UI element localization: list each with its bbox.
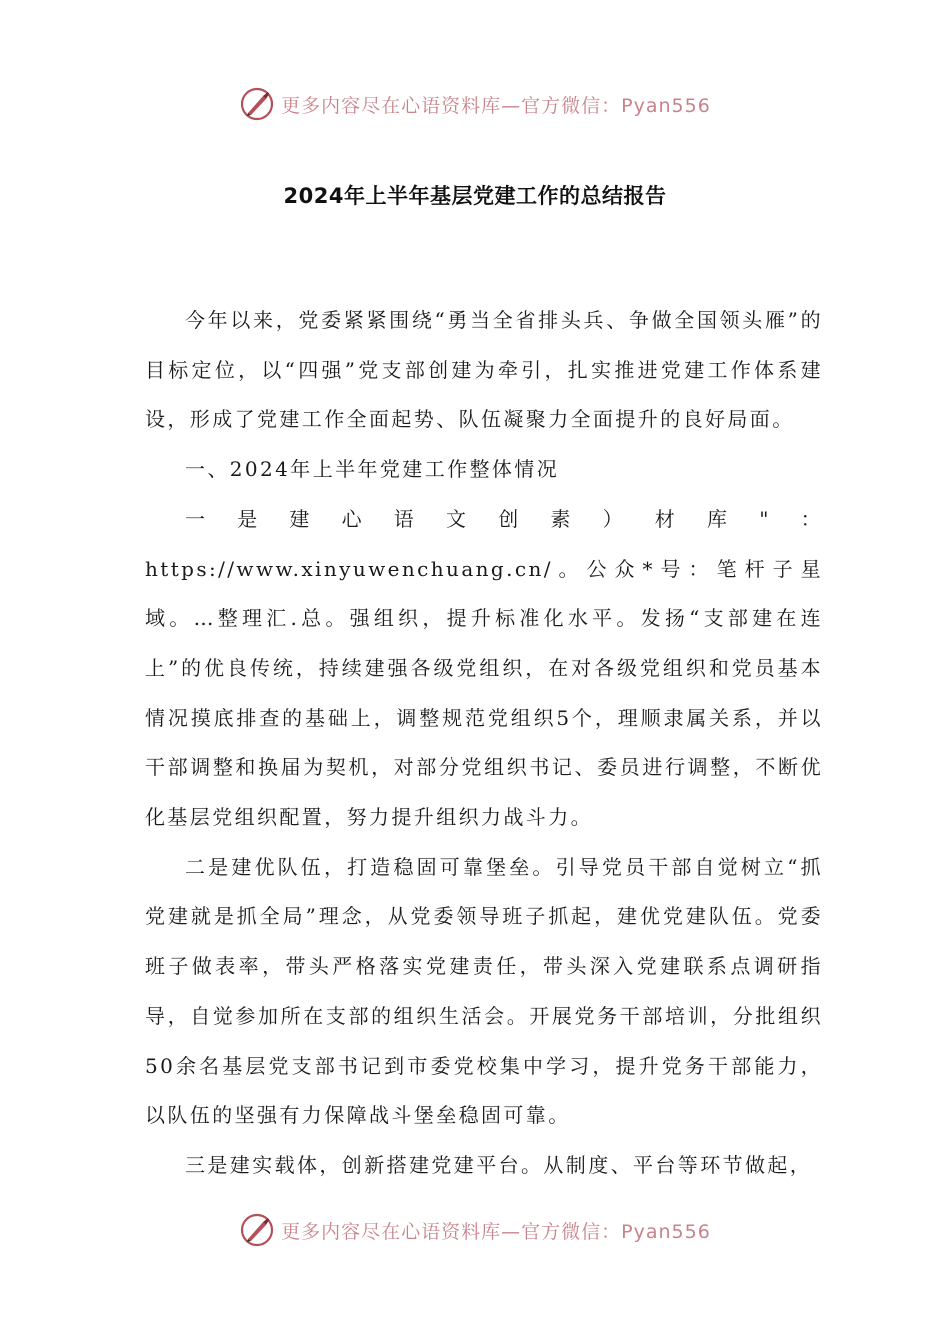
watermark-text: 更多内容尽在心语资料库—官方微信：Pyan556: [281, 94, 711, 117]
watermark-header: [0, 84, 950, 124]
watermark-footer: [0, 1210, 950, 1250]
paragraph-item-1: 一是建心语文创素）材库"：https://www.xinyuwenchuang.cn/。公众*号：笔杆子星域。…整理汇.总。强组织，提升标准化水平。发扬“支部建在连上”的优良传统，持续建强各级党组织，在对各级党组织和党员基本情况摸底排查的基础上，调整规范党组织5个，理顺隶属关系，并以干部调整和换届为契机，对部分党组织书记、委员进行调整，不断优化基层党组织配置，努力提升组织力战斗力。: [145, 506, 823, 830]
document-title: 2024年上半年基层党建工作的总结报告: [283, 184, 667, 208]
document-body: [145, 296, 823, 1191]
paragraph-intro: 今年以来，党委紧紧围绕“勇当全省排头兵、争做全国领头雁”的目标定位，以“四强”党支部创建为牵引，扎实推进党建工作体系建设，形成了党建工作全面起势、队伍凝聚力全面提升的良好局面。: [145, 308, 823, 432]
quill-pen-logo-icon: [239, 1212, 275, 1248]
paragraph-item-3: 三是建实载体，创新搭建党建平台。从制度、平台等环节做起，: [185, 1152, 813, 1177]
section-heading: 一、2024年上半年党建工作整体情况: [185, 457, 560, 482]
watermark-text: 更多内容尽在心语资料库—官方微信：Pyan556: [281, 1220, 711, 1243]
paragraph-item-2: 二是建优队伍，打造稳固可靠堡垒。引导党员干部自觉树立“抓党建就是抓全局”理念，从党委领导班子抓起，建优党建队伍。党委班子做表率，带头严格落实党建责任，带头深入党建联系点调研指导，自觉参加所在支部的组织生活会。开展党务干部培训，分批组织50余名基层党支部书记到市委党校集中学习，提升党务干部能力，以队伍的坚强有力保障战斗堡垒稳固可靠。: [145, 854, 823, 1128]
quill-pen-logo-icon: [239, 86, 275, 122]
